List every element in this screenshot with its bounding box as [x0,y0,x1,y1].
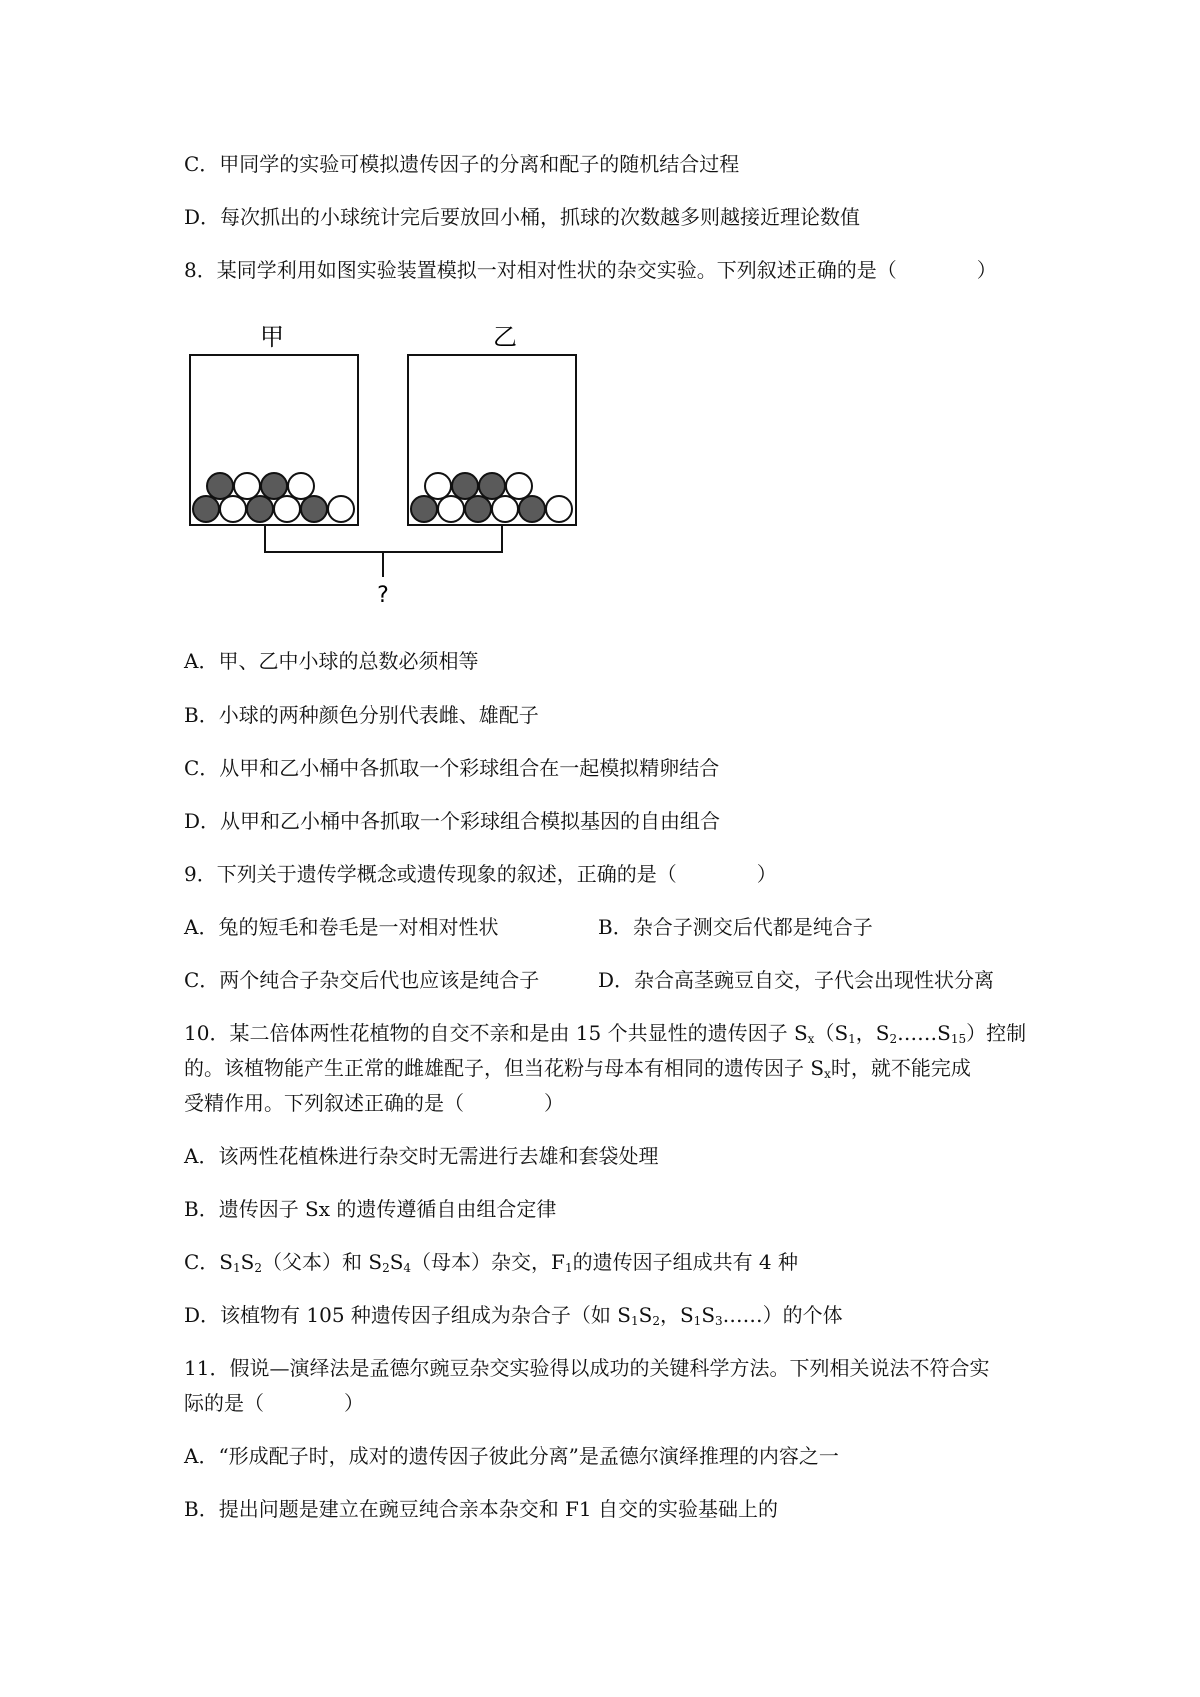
white-ball [274,496,300,522]
q8-stem: 8．某同学利用如图实验装置模拟一对相对性状的杂交实验。下列叙述正确的是（ ） [184,258,997,282]
white-ball [546,496,572,522]
connector-bracket [265,525,502,552]
q11-option-a: A．“形成配子时，成对的遗传因子彼此分离”是孟德尔演绎推理的内容之一 [184,1444,839,1468]
bucket-label-yi: 乙 [493,323,517,351]
dark-ball [247,496,273,522]
q10-option-a: A．该两性花植株进行杂交时无需进行去雄和套袋处理 [184,1144,659,1168]
dark-ball [452,473,478,499]
q9-option-a: A．兔的短毛和卷毛是一对相对性状 [184,915,499,939]
bucket-diagram [180,315,600,615]
white-ball [506,473,532,499]
q10-stem-line2: 的。该植物能产生正常的雌雄配子，但当花粉与母本有相同的遗传因子 $S_x$时，就不能完成 [184,1056,971,1081]
q8-option-c: C．从甲和乙小桶中各抓取一个彩球组合在一起模拟精卵结合 [184,756,720,780]
dark-ball [411,496,437,522]
dark-ball [261,473,287,499]
q7-option-c: C．甲同学的实验可模拟遗传因子的分离和配子的随机结合过程 [184,152,740,176]
q11-option-b: B．提出问题是建立在豌豆纯合亲本杂交和 F1 自交的实验基础上的 [184,1497,779,1521]
q7-option-d: D．每次抓出的小球统计完后要放回小桶，抓球的次数越多则越接近理论数值 [184,205,861,229]
white-ball [288,473,314,499]
bucket-label-jia: 甲 [260,323,284,351]
white-ball [492,496,518,522]
white-ball [328,496,354,522]
white-ball [234,473,260,499]
q10-stem-line3: 受精作用。下列叙述正确的是（ ） [184,1091,564,1115]
dark-ball [207,473,233,499]
q11-stem-line2: 际的是（ ） [184,1391,364,1415]
dark-ball [465,496,491,522]
q9-option-d: D．杂合高茎豌豆自交，子代会出现性状分离 [598,968,995,992]
dark-ball [479,473,505,499]
q9-option-c: C．两个纯合子杂交后代也应该是纯合子 [184,968,540,992]
q9-stem: 9．下列关于遗传学概念或遗传现象的叙述，正确的是（ ） [184,862,777,886]
q8-option-a: A．甲、乙中小球的总数必须相等 [184,649,479,673]
question-mark: ? [377,583,389,608]
balls-yi [411,473,572,522]
balls-jia [193,473,354,522]
white-ball [220,496,246,522]
dark-ball [301,496,327,522]
white-ball [425,473,451,499]
q8-option-b: B．小球的两种颜色分别代表雌、雄配子 [184,703,539,727]
dark-ball [519,496,545,522]
q10-stem-line1: 10．某二倍体两性花植物的自交不亲和是由 15 个共显性的遗传因子 $S_x(S_1$，$S_2\dots\dots S_{15}$）控制 [184,1021,1027,1046]
q9-option-b: B．杂合子测交后代都是纯合子 [598,915,873,939]
q10-option-b: B．遗传因子 Sx 的遗传遵循自由组合定律 [184,1197,557,1221]
white-ball [438,496,464,522]
q8-option-d: D．从甲和乙小桶中各抓取一个彩球组合模拟基因的自由组合 [184,809,721,833]
dark-ball [193,496,219,522]
q11-stem-line1: 11．假说—演绎法是孟德尔豌豆杂交实验得以成功的关键科学方法。下列相关说法不符合实 [184,1356,990,1380]
q10-option-c: C．$S_1S_2$（父本）和 $S_2S_4$（母本）杂交，$F_1$的遗传因子组成共有 4 种 [184,1250,799,1275]
q10-option-d: D．该植物有 105 种遗传因子组成为杂合子（如 $S_1S_2$，$S_1S_3\dots\dots$）的个体 [184,1303,843,1328]
